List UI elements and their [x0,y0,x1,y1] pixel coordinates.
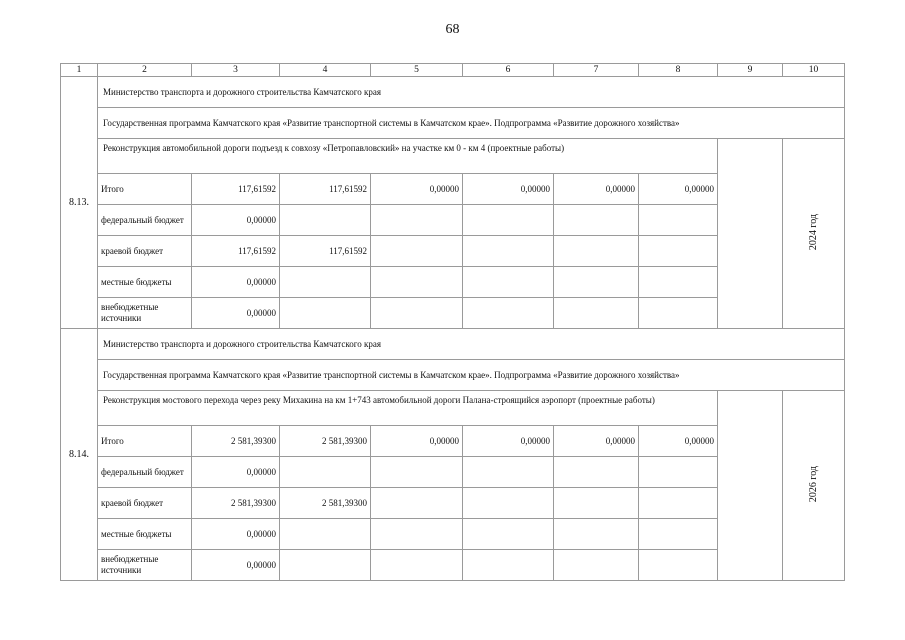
funding-source-label: внебюджетные источники [98,298,192,329]
amount-cell [554,298,639,329]
amount-cell [371,550,463,581]
amount-cell [463,236,554,267]
amount-cell [463,205,554,236]
amount-cell: 117,61592 [192,174,280,205]
amount-cell: 0,00000 [192,519,280,550]
program-name: Государственная программа Камчатского края «Развитие транспортной системы в Камчатском крае». Подпрограмма «Развитие дорожного хозяйства» [98,108,845,139]
amount-cell [554,519,639,550]
amount-cell: 0,00000 [463,174,554,205]
amount-cell [280,267,371,298]
amount-cell [554,488,639,519]
amount-cell: 117,61592 [280,236,371,267]
column-number-cell: 7 [554,64,639,77]
project-title: Реконструкция автомобильной дороги подъезд к совхозу «Петропавловский» на участке км 0 - км 4 (проектные работы) [98,139,718,174]
section-number: 8.13. [61,77,98,329]
column-number-cell: 6 [463,64,554,77]
amount-cell: 2 581,39300 [192,488,280,519]
amount-cell [463,298,554,329]
section-number: 8.14. [61,329,98,581]
amount-cell [554,267,639,298]
ministry-row [61,77,845,108]
amount-cell: 2 581,39300 [192,426,280,457]
amount-cell: 117,61592 [192,236,280,267]
amount-cell: 0,00000 [192,457,280,488]
amount-cell [463,267,554,298]
amount-cell: 0,00000 [371,426,463,457]
amount-cell [639,205,718,236]
amount-cell [371,488,463,519]
amount-cell [280,457,371,488]
funding-source-label: Итого [98,426,192,457]
funding-source-label: местные бюджеты [98,519,192,550]
amount-cell [280,550,371,581]
column-number-cell: 5 [371,64,463,77]
amount-cell: 0,00000 [639,174,718,205]
page-number: 68 [445,22,460,37]
ministry-name: Министерство транспорта и дорожного строительства Камчатского края [98,77,845,108]
amount-cell: 0,00000 [192,550,280,581]
amount-cell [554,550,639,581]
funding-source-label: Итого [98,174,192,205]
program-name: Государственная программа Камчатского края «Развитие транспортной системы в Камчатском крае». Подпрограмма «Развитие дорожного хозяйства» [98,360,845,391]
column-number-cell: 9 [718,64,783,77]
amount-cell [371,267,463,298]
column-number-cell: 3 [192,64,280,77]
amount-cell [639,550,718,581]
column-number-row [61,64,845,77]
amount-cell [639,488,718,519]
amount-cell [280,519,371,550]
ministry-name: Министерство транспорта и дорожного строительства Камчатского края [98,329,845,360]
program-row [61,360,845,391]
amount-cell: 0,00000 [554,174,639,205]
amount-cell [371,205,463,236]
amount-cell [639,236,718,267]
amount-cell [639,457,718,488]
amount-cell: 2 581,39300 [280,426,371,457]
amount-cell [554,457,639,488]
column-number-cell: 4 [280,64,371,77]
amount-cell [371,519,463,550]
amount-cell: 2 581,39300 [280,488,371,519]
amount-cell: 0,00000 [192,298,280,329]
project-row [61,391,845,426]
amount-cell [639,267,718,298]
column-9-cell [718,139,783,329]
column-number-cell: 1 [61,64,98,77]
amount-cell [463,488,554,519]
funding-source-label: федеральный бюджет [98,205,192,236]
amount-cell [639,298,718,329]
amount-cell: 0,00000 [463,426,554,457]
amount-cell: 0,00000 [371,174,463,205]
amount-cell [371,298,463,329]
ministry-row [61,329,845,360]
amount-cell [554,236,639,267]
column-9-cell [718,391,783,581]
amount-cell: 117,61592 [280,174,371,205]
amount-cell: 0,00000 [639,426,718,457]
amount-cell [280,205,371,236]
amount-cell [371,236,463,267]
year-label: 2024 год [808,214,819,251]
funding-source-label: краевой бюджет [98,236,192,267]
budget-table [60,63,845,581]
program-row [61,108,845,139]
amount-cell [463,550,554,581]
column-number-cell: 8 [639,64,718,77]
amount-cell: 0,00000 [554,426,639,457]
column-number-cell: 2 [98,64,192,77]
column-number-cell: 10 [783,64,845,77]
amount-cell: 0,00000 [192,267,280,298]
project-title: Реконструкция мостового перехода через реку Михакина на км 1+743 автомобильной дороги Палана-строящийся аэропорт (проектные работы) [98,391,718,426]
funding-source-label: федеральный бюджет [98,457,192,488]
amount-cell [371,457,463,488]
amount-cell [463,519,554,550]
year-label: 2026 год [808,466,819,503]
amount-cell: 0,00000 [192,205,280,236]
funding-source-label: внебюджетные источники [98,550,192,581]
project-row [61,139,845,174]
funding-source-label: краевой бюджет [98,488,192,519]
year-cell [783,391,845,581]
amount-cell [463,457,554,488]
amount-cell [280,298,371,329]
year-cell [783,139,845,329]
amount-cell [639,519,718,550]
funding-source-label: местные бюджеты [98,267,192,298]
amount-cell [554,205,639,236]
